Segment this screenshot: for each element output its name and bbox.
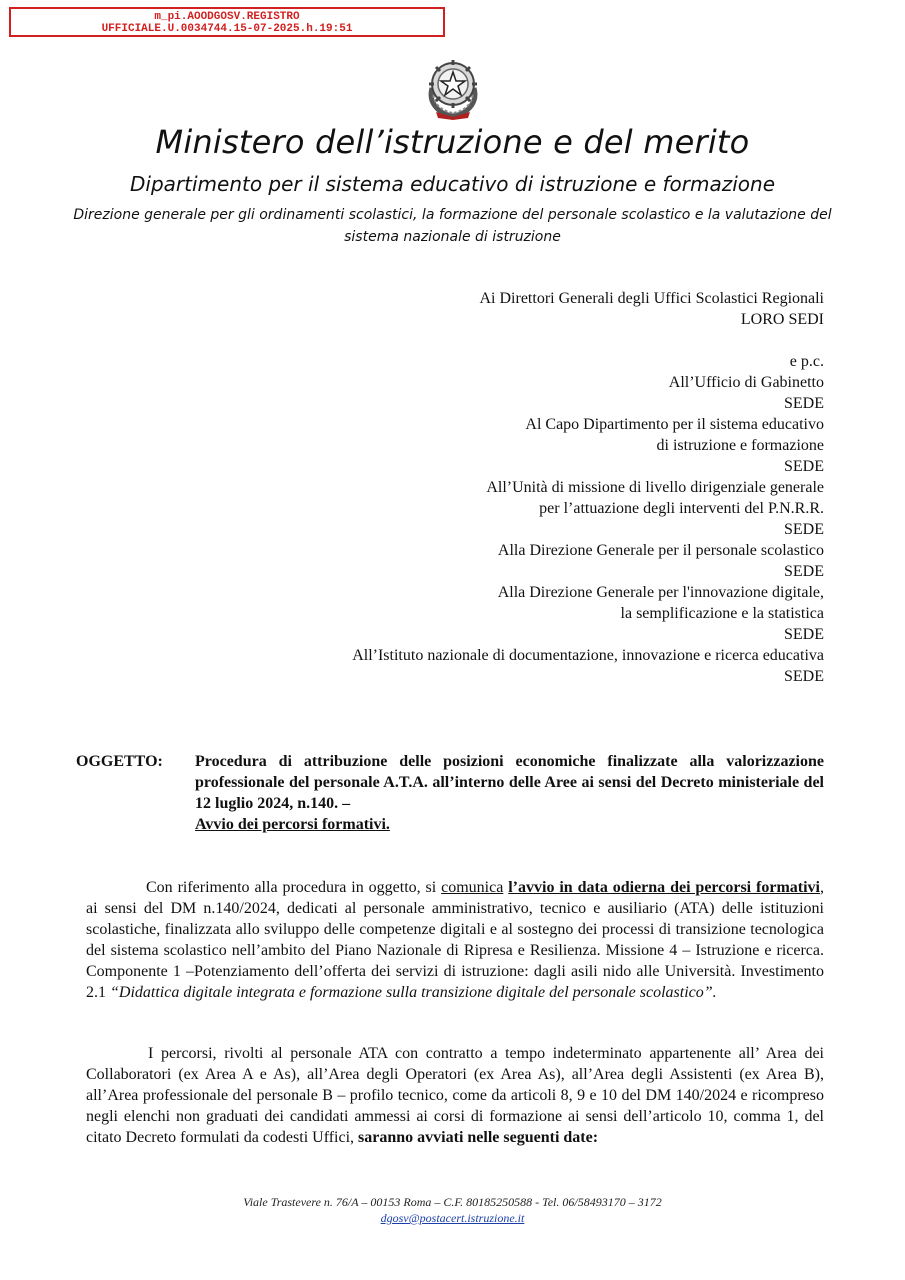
cc-line: SEDE	[784, 563, 824, 580]
cc-line: SEDE	[784, 626, 824, 643]
subject-underlined: Avvio dei percorsi formativi.	[195, 816, 390, 833]
p1-text-a: Con riferimento alla procedura in oggetto, si	[146, 879, 442, 896]
cc-label: e p.c.	[789, 353, 824, 370]
cc-line: SEDE	[784, 668, 824, 685]
protocol-line-1: m_pi.AOODGOSV.REGISTRO	[154, 11, 300, 23]
p2-text-a: I percorsi, rivolti al personale ATA con contratto a tempo indeterminato appartenente all’ Area dei Collaboratori (ex Area A e As), all’Area degli Operatori (ex Area As), all’Area degli Assistenti (ex Area B), all’Area professionale del personale B – profilo tecnico, come da articoli 8, 9 e 10 del DM 140/2024 e ricompreso negli elenchi non graduati dei candidati ammessi ai corsi di formazione ai sensi dell’articolo 10, comma 1, del citato Decreto formulati da codesti Uffici,	[86, 1045, 824, 1146]
italian-republic-emblem-icon	[422, 54, 484, 120]
department-title: Dipartimento per il sistema educativo di istruzione e formazione	[130, 172, 775, 196]
subject-body: Procedura di attribuzione delle posizioni economiche finalizzate alla valorizzazione professionale del personale A.T.A. all’interno delle Aree ai sensi del Decreto ministeriale del 12 luglio 2024, n.140. –	[195, 753, 824, 812]
subject-label: OGGETTO:	[76, 753, 163, 770]
body-paragraph-1	[86, 877, 824, 1003]
cc-line: All’Istituto nazionale di documentazione, innovazione e ricerca educativa	[352, 647, 824, 664]
ministry-title: Ministero dell’istruzione e del merito	[155, 123, 750, 161]
protocol-stamp	[9, 7, 445, 37]
cc-line: Alla Direzione Generale per l'innovazione digitale,	[497, 584, 824, 601]
p1-text-e: , ai sensi del DM n.140/2024, dedicati al personale amministrativo, tecnico e ausiliario (ATA) delle istituzioni scolastiche, finalizzata allo sviluppo delle competenze digitali e al sostegno dei processi di transizione tecnologica del sistema scolastico nell’ambito del Piano Nazionale di Ripresa e Resilienza. Missione 4 – Istruzione e ricerca. Componente 1 –Potenziamento dell’offerta dei servizi di istruzione: dagli asili nido alle Università. Investimento 2.1	[86, 879, 824, 1001]
cc-line: Al Capo Dipartimento per il sistema educativo	[525, 416, 824, 433]
protocol-line-2: UFFICIALE.U.0034744.15-07-2025.h.19:51	[101, 23, 353, 35]
footer	[0, 1194, 905, 1226]
cc-line: di istruzione e formazione	[656, 437, 824, 454]
cc-line: per l’attuazione degli interventi del P.N.R.R.	[539, 500, 824, 517]
cc-line: SEDE	[784, 521, 824, 538]
body-paragraph-2	[86, 1043, 824, 1148]
p1-text-b: comunica	[441, 879, 504, 896]
recipients-block	[204, 288, 824, 687]
cc-line: SEDE	[784, 395, 824, 412]
cc-line: All’Unità di missione di livello dirigenziale generale	[486, 479, 824, 496]
cc-line: Alla Direzione Generale per il personale scolastico	[497, 542, 824, 559]
subject-text	[195, 751, 824, 835]
p1-text-f: “Didattica digitale integrata e formazione sulla transizione digitale del personale scolastico”.	[110, 984, 717, 1001]
footer-email-link[interactable]: dgosv@postacert.istruzione.it	[380, 1211, 525, 1225]
recipient-line: Ai Direttori Generali degli Uffici Scolastici Regionali	[479, 290, 824, 307]
p2-text-b: saranno avviati nelle seguenti date:	[358, 1129, 599, 1146]
recipient-line: LORO SEDI	[740, 311, 824, 328]
cc-line: la semplificazione e la statistica	[620, 605, 824, 622]
directorate-title: Direzione generale per gli ordinamenti scolastici, la formazione del personale scolastico e la valutazione del sistema nazionale di istruzione	[73, 207, 832, 245]
cc-line: All’Ufficio di Gabinetto	[668, 374, 824, 391]
footer-address: Viale Trastevere n. 76/A – 00153 Roma – C.F. 80185250588 - Tel. 06/58493170 – 3172	[243, 1195, 662, 1209]
p1-text-d: l’avvio in data odierna dei percorsi formativi	[508, 879, 820, 896]
cc-line: SEDE	[784, 458, 824, 475]
